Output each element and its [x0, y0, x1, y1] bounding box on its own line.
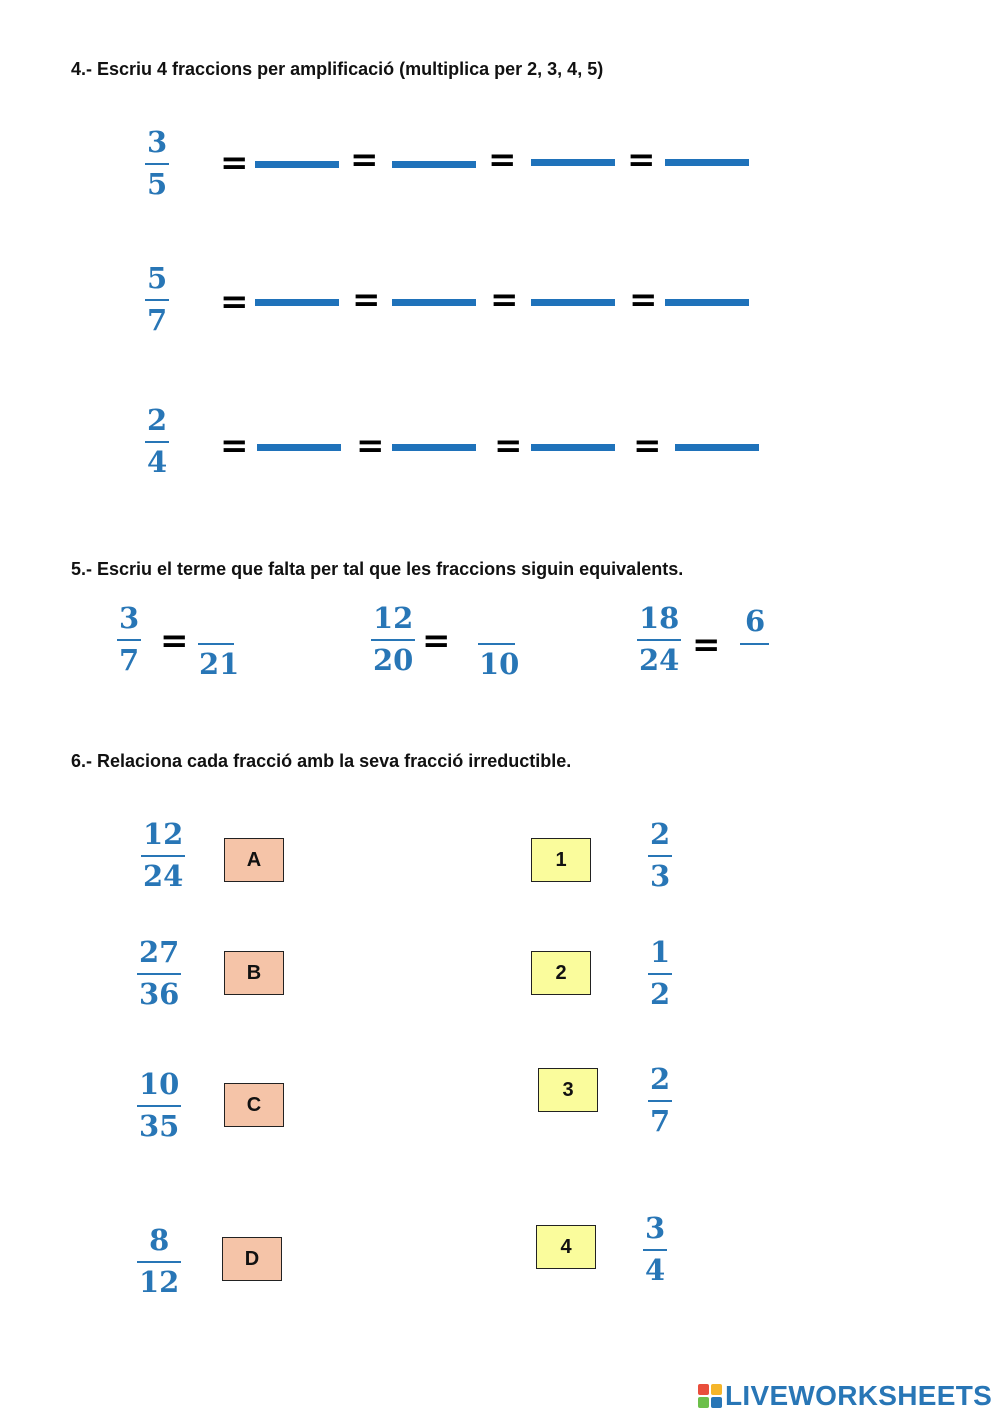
denominator: 7	[119, 643, 140, 677]
answer-blank-1-1[interactable]	[255, 161, 339, 168]
equals-sign: =	[422, 621, 451, 661]
section-4-heading: 4.- Escriu 4 fraccions per amplificació (multiplica per 2, 3, 4, 5)	[71, 59, 604, 79]
fraction-12-24	[141, 817, 185, 893]
fraction-18-24	[637, 601, 681, 677]
fraction-8-12	[137, 1223, 181, 1299]
logo-mark-icon	[698, 1384, 722, 1408]
fraction-bar	[648, 973, 672, 975]
answer-blank-2-4[interactable]	[665, 299, 749, 306]
section-5-heading: 5.- Escriu el terme que falta per tal que les fraccions siguin equivalents.	[71, 559, 684, 579]
fraction-bar	[137, 1261, 181, 1263]
match-box-B[interactable]: B	[224, 951, 284, 995]
numerator: 8	[149, 1223, 170, 1257]
numerator: 1	[650, 935, 671, 969]
denominator: 36	[139, 977, 180, 1011]
denominator: 24	[639, 643, 680, 677]
fraction-bar	[371, 639, 415, 641]
denominator: 7	[147, 303, 168, 337]
denominator: 5	[147, 167, 168, 201]
answer-blank-3-4[interactable]	[675, 444, 759, 451]
fraction-2-3	[648, 817, 672, 893]
missing-denominator-input-3[interactable]	[738, 648, 772, 680]
logo-text: LIVEWORKSHEETS	[725, 1380, 993, 1411]
given-denominator: 21	[199, 647, 240, 681]
numerator: 2	[650, 1062, 671, 1096]
denominator: 35	[139, 1109, 180, 1143]
numerator: 12	[373, 601, 414, 635]
match-box-C[interactable]: C	[224, 1083, 284, 1127]
given-numerator: 6	[745, 604, 766, 638]
fraction-27-36	[137, 935, 181, 1011]
fraction-bar	[137, 1105, 181, 1107]
answer-blank-1-3[interactable]	[531, 159, 615, 166]
fraction-bar	[740, 643, 769, 645]
fraction-bar	[198, 643, 234, 645]
equals-sign: =	[220, 143, 249, 183]
fraction-1-2	[648, 935, 672, 1011]
fraction-5-7	[145, 261, 169, 337]
numerator: 2	[147, 403, 168, 437]
fraction-bar	[145, 299, 169, 301]
missing-numerator-input-1[interactable]	[200, 608, 234, 640]
match-box-A[interactable]: A	[224, 838, 284, 882]
match-box-4[interactable]: 4	[536, 1225, 596, 1269]
answer-blank-3-2[interactable]	[392, 444, 476, 451]
equals-sign: =	[220, 282, 249, 322]
equals-sign: =	[494, 426, 523, 466]
match-box-D[interactable]: D	[222, 1237, 282, 1281]
numerator: 27	[139, 935, 180, 969]
equals-sign: =	[627, 140, 656, 180]
fraction-bar	[648, 855, 672, 857]
fraction-bar	[141, 855, 185, 857]
denominator: 4	[645, 1253, 666, 1287]
answer-blank-2-2[interactable]	[392, 299, 476, 306]
numerator: 18	[639, 601, 680, 635]
denominator: 4	[147, 445, 168, 479]
numerator: 5	[147, 261, 168, 295]
fraction-bar	[648, 1100, 672, 1102]
fraction-bar	[117, 639, 141, 641]
fraction-bar	[137, 973, 181, 975]
numerator: 2	[650, 817, 671, 851]
fraction-bar	[643, 1249, 667, 1251]
fraction-3-4	[643, 1211, 667, 1287]
answer-blank-3-3[interactable]	[531, 444, 615, 451]
equals-sign: =	[490, 280, 519, 320]
equals-sign: =	[220, 426, 249, 466]
fraction-2-7	[648, 1062, 672, 1138]
numerator: 12	[143, 817, 184, 851]
denominator: 24	[143, 859, 184, 893]
fraction-bar	[478, 643, 515, 645]
equals-sign: =	[633, 426, 662, 466]
section-6-heading: 6.- Relaciona cada fracció amb la seva fracció irreductible.	[71, 751, 572, 771]
equals-sign: =	[356, 426, 385, 466]
given-denominator: 10	[479, 647, 520, 681]
answer-blank-2-1[interactable]	[255, 299, 339, 306]
match-box-2[interactable]: 2	[531, 951, 591, 995]
equals-sign: =	[488, 140, 517, 180]
denominator: 12	[139, 1265, 180, 1299]
fraction-12-20	[371, 601, 415, 677]
equals-sign: =	[160, 621, 189, 661]
denominator: 20	[373, 643, 414, 677]
answer-blank-1-4[interactable]	[665, 159, 749, 166]
denominator: 2	[650, 977, 671, 1011]
denominator: 3	[650, 859, 671, 893]
fraction-bar	[637, 639, 681, 641]
fraction-3-5	[145, 125, 169, 201]
match-box-1[interactable]: 1	[531, 838, 591, 882]
equals-sign: =	[352, 280, 381, 320]
numerator: 10	[139, 1067, 180, 1101]
equals-sign: =	[629, 280, 658, 320]
fraction-2-4	[145, 403, 169, 479]
match-box-3[interactable]: 3	[538, 1068, 598, 1112]
fraction-3-7	[117, 601, 141, 677]
fraction-bar	[145, 163, 169, 165]
equals-sign: =	[350, 140, 379, 180]
equals-sign: =	[692, 625, 721, 665]
answer-blank-3-1[interactable]	[257, 444, 341, 451]
fraction-10-35	[137, 1067, 181, 1143]
numerator: 3	[645, 1211, 666, 1245]
denominator: 7	[650, 1104, 671, 1138]
answer-blank-1-2[interactable]	[392, 161, 476, 168]
missing-numerator-input-2[interactable]	[480, 608, 514, 640]
numerator: 3	[119, 601, 140, 635]
fraction-bar	[145, 441, 169, 443]
numerator: 3	[147, 125, 168, 159]
liveworksheets-logo	[698, 1380, 992, 1412]
answer-blank-2-3[interactable]	[531, 299, 615, 306]
